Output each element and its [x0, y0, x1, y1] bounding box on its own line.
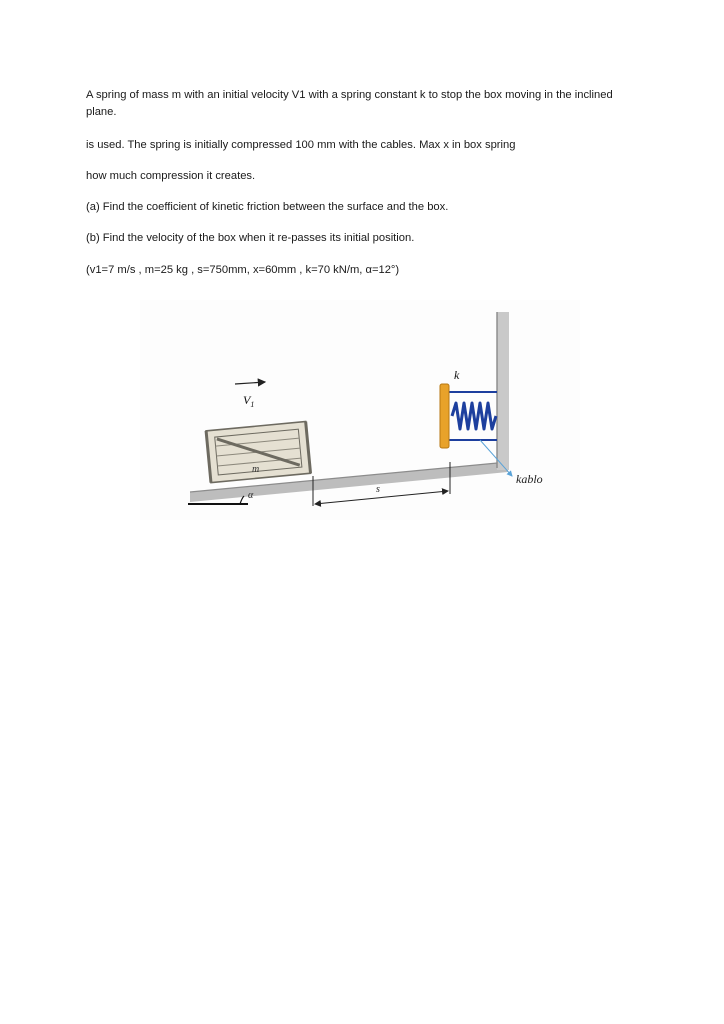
problem-statement-line-2: is used. The spring is initially compressed 100 mm with the cables. Max x in box spring [86, 139, 516, 151]
question-part-b: (b) Find the velocity of the box when it re-passes its initial position. [86, 232, 415, 244]
problem-statement-line-3: how much compression it creates. [86, 170, 256, 182]
spring-plate [440, 384, 449, 448]
alpha-label: α [248, 490, 254, 501]
cable-label: kablo [516, 472, 543, 486]
problem-statement-line-1: A spring of mass m with an initial velocity V1 with a spring constant k to stop the box moving in the inclined plane. [86, 89, 613, 118]
wall [497, 312, 509, 470]
velocity-label: $V_1$ [243, 393, 255, 409]
spring-constant-label: k [454, 368, 460, 382]
question-part-a: (a) Find the coefficient of kinetic friction between the surface and the box. [86, 201, 449, 213]
given-values: (v1=7 m/s , m=25 kg , s=750mm, x=60mm , k=70 kN/m, α=12°) [86, 264, 400, 276]
mass-label: m [252, 464, 260, 475]
distance-s-label: s [376, 484, 380, 495]
figure-background [140, 300, 580, 520]
inclined-plane-figure [140, 300, 580, 520]
